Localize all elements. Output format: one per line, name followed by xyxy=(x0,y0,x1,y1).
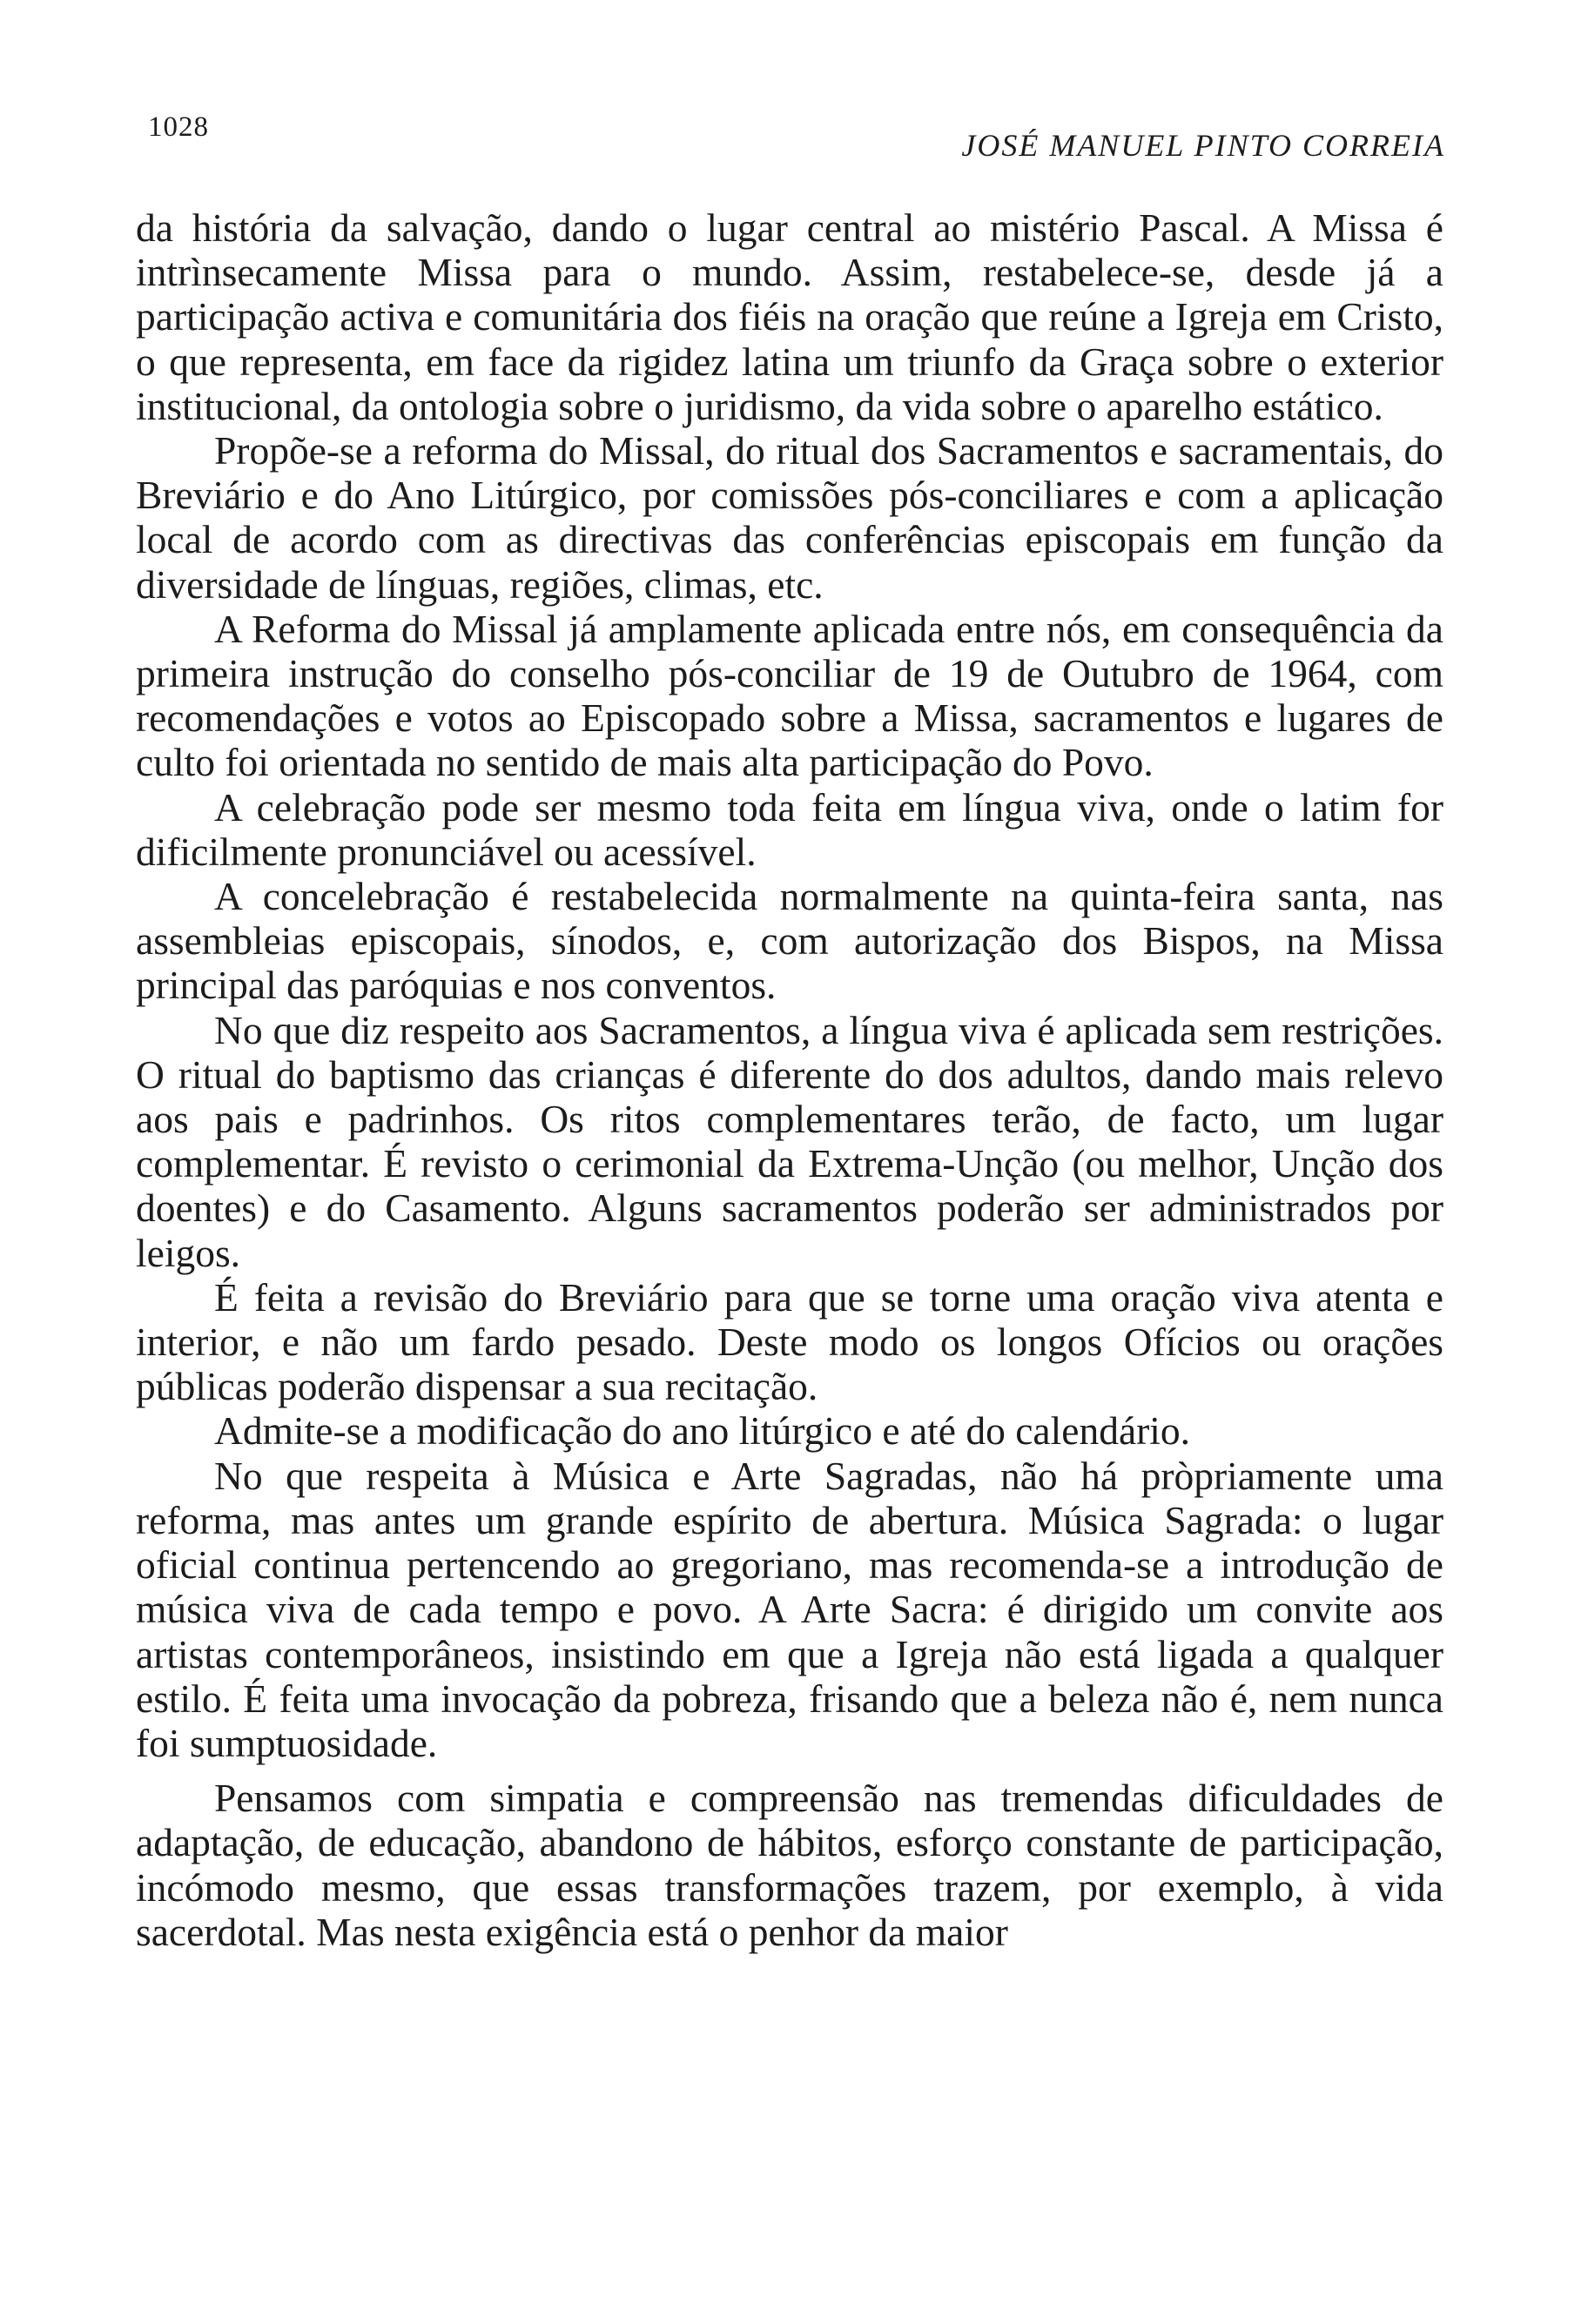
paragraph-6: No que diz respeito aos Sacramentos, a língua viva é aplicada sem restrições. O ritual do baptismo das crianças é diferente do dos adultos, dando mais relevo aos pais e padrinhos. Os ritos complementares terão, de facto, um lugar complementar. É revisto o cerimonial da Extrema-Unção (ou melhor, Unção dos doentes) e do Casamento. Alguns sacramentos poderão ser administrados por leigos. xyxy=(136,1007,1443,1275)
running-head: JOSÉ MANUEL PINTO CORREIA xyxy=(961,128,1445,163)
paragraph-9: No que respeita à Música e Arte Sagradas, não há pròpriamente uma reforma, mas antes um grande espírito de abertura. Música Sagrada: o lugar oficial continua pertencendo ao gregoriano, mas recomenda-se a introdução de música viva de cada tempo e povo. A Arte Sacra: é dirigido um convite aos artistas contemporâneos, insistindo em que a Igreja não está ligada a qualquer estilo. É feita uma invocação da pobreza, frisando que a beleza não é, nem nunca foi sumptuosidade. xyxy=(136,1453,1443,1765)
paragraph-2: Propõe-se a reforma do Missal, do ritual dos Sacramentos e sacramentais, do Breviário e do Ano Litúrgico, por comissões pós-conciliares e com a aplicação local de acordo com as directivas das conferências episcopais em função da diversidade de línguas, regiões, climas, etc. xyxy=(136,428,1443,607)
paragraph-10: Pensamos com simpatia e compreensão nas tremendas dificuldades de adaptação, de educação, abandono de hábitos, esforço constante de participação, incómodo mesmo, que essas transformações trazem, por exemplo, à vida sacerdotal. Mas nesta exigência está o penhor da maior xyxy=(136,1776,1443,1954)
body-text xyxy=(136,205,1443,1954)
paragraph-3: A Reforma do Missal já amplamente aplicada entre nós, em consequência da primeira instrução do conselho pós-conciliar de 19 de Outubro de 1964, com recomendações e votos ao Episcopado sobre a Missa, sacramentos e lugares de culto foi orientada no sentido de mais alta participação do Povo. xyxy=(136,606,1443,785)
paragraph-1: da história da salvação, dando o lugar central ao mistério Pascal. A Missa é intrìnsecamente Missa para o mundo. Assim, restabelece-se, desde já a participação activa e comunitária dos fiéis na oração que reúne a Igreja em Cristo, o que representa, em face da rigidez latina um triunfo da Graça sobre o exterior institucional, da ontologia sobre o juridismo, da vida sobre o aparelho estático. xyxy=(136,205,1443,428)
paragraph-5: A concelebração é restabelecida normalmente na quinta-feira santa, nas assembleias episcopais, sínodos, e, com autorização dos Bispos, na Missa principal das paróquias e nos conventos. xyxy=(136,874,1443,1008)
paragraph-8: Admite-se a modificação do ano litúrgico e até do calendário. xyxy=(214,1408,1191,1454)
paragraph-7: É feita a revisão do Breviário para que se torne uma oração viva atenta e interior, e não um fardo pesado. Deste modo os longos Ofícios ou orações públicas poderão dispensar a sua recitação. xyxy=(136,1274,1443,1409)
page-number: 1028 xyxy=(148,111,209,143)
paragraph-4: A celebração pode ser mesmo toda feita em língua viva, onde o latim for dificilmente pronunciável ou acessível. xyxy=(136,784,1443,874)
